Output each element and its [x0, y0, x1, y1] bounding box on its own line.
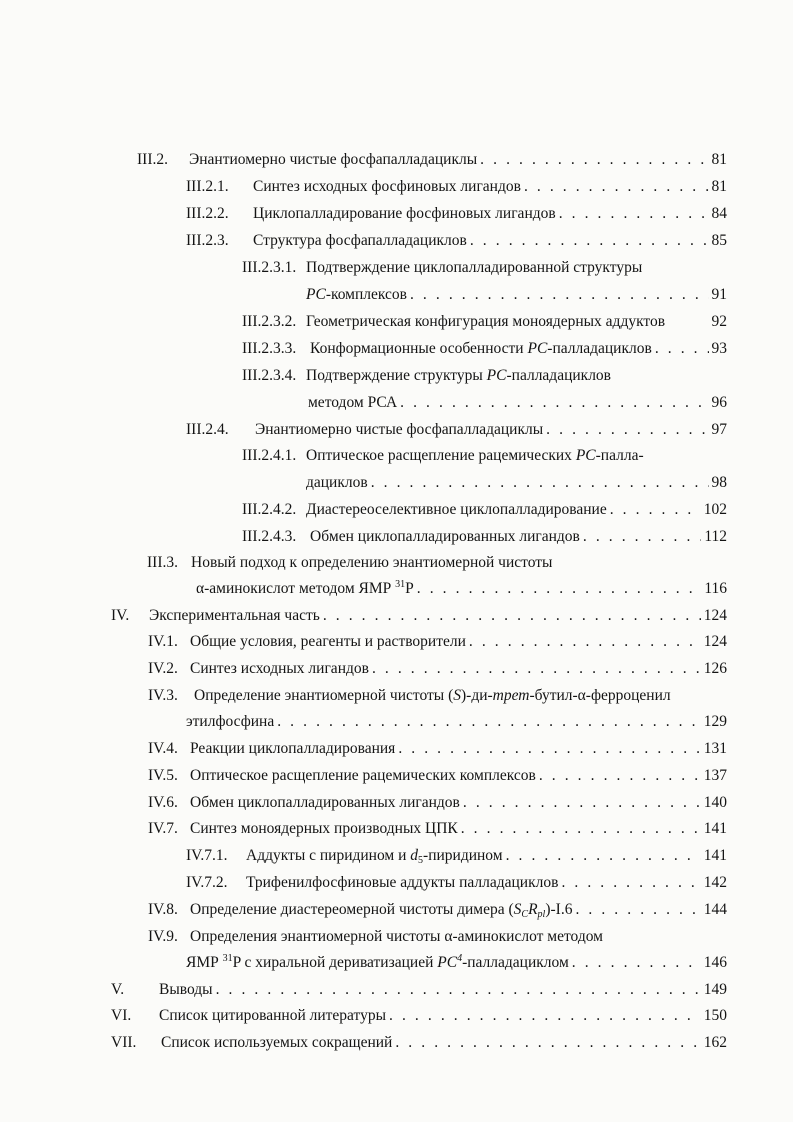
toc-title-text: -палла- [595, 447, 644, 464]
toc-title-italic: d [410, 847, 419, 864]
toc-page-number: 146 [703, 954, 727, 971]
toc-title: Энантиомерно чистые фосфапалладациклы [255, 421, 544, 438]
toc-number: III.2.3.2. [242, 313, 297, 330]
toc-page-number: 91 [711, 286, 727, 303]
toc-title-text: )-ди- [461, 687, 493, 704]
toc-title: Циклопалладирование фосфиновых лигандов [253, 205, 556, 222]
toc-entry [306, 473, 727, 493]
toc-number: III.2. [137, 151, 168, 168]
toc-leader [524, 177, 709, 197]
toc-title-text: -пиридином [423, 847, 503, 864]
toc-title-text: Определение диастереомерной чистоты димера ( [190, 901, 514, 918]
toc-number: III.2.3. [186, 232, 229, 249]
toc-page-number: 124 [703, 633, 727, 650]
toc-page-number: 81 [711, 178, 727, 195]
toc-entry [186, 953, 727, 973]
toc-title-italic: PC [437, 954, 458, 971]
toc-number: IV.7.1. [186, 847, 228, 864]
toc-page-number: 97 [711, 421, 727, 438]
toc-number: III.2.4.1. [242, 447, 297, 464]
toc-number: V. [111, 981, 125, 998]
toc-page-number: 112 [704, 528, 727, 545]
toc-entry [148, 739, 727, 759]
toc-number: III.2.2. [186, 205, 229, 222]
toc-entry-first-line [242, 446, 644, 466]
toc-title: Диастереоселективное циклопалладирование [306, 501, 607, 518]
toc-title-text: )-I.6 [545, 901, 573, 918]
toc-title-italic: S [453, 687, 461, 704]
toc-page-number: 141 [703, 847, 727, 864]
toc-number: IV.9. [148, 928, 178, 945]
toc-subscript: pl [537, 909, 546, 920]
toc-page-number: 126 [703, 660, 727, 677]
toc-title: Список цитированной литературы [159, 1007, 387, 1024]
toc-entry-first-line [147, 553, 552, 573]
toc-title: Новый подход к определению энантиомерной чистоты [191, 554, 553, 571]
toc-number: IV.7. [148, 820, 178, 837]
toc-page-number: 96 [711, 394, 727, 411]
toc-leader [389, 1006, 701, 1026]
toc-title: Обмен циклопалладированных лигандов [190, 794, 460, 811]
toc-leader [655, 339, 709, 359]
toc-title-italic: PC [486, 367, 507, 384]
toc-entry [148, 819, 727, 839]
toc-leader [546, 420, 708, 440]
toc-number: IV. [111, 607, 130, 624]
toc-number: IV.4. [148, 740, 178, 757]
toc-entry [148, 632, 727, 652]
toc-leader [410, 285, 709, 305]
toc-entry [242, 339, 727, 359]
toc-page-number: 129 [703, 713, 727, 730]
toc-entry [186, 204, 727, 224]
toc-entry [186, 177, 727, 197]
toc-title-continuation: этилфосфина [186, 713, 275, 730]
toc-number: III.2.1. [186, 178, 229, 195]
toc-title-text: -палладациклов [547, 340, 652, 357]
toc-superscript: 31 [395, 579, 406, 590]
toc-title: Общие условия, реагенты и растворители [190, 633, 466, 650]
toc-title-continuation [306, 285, 407, 305]
toc-leader [277, 712, 701, 732]
toc-page-number: 150 [703, 1007, 727, 1024]
toc-page-number: 162 [703, 1034, 727, 1051]
toc-title: Трифенилфосфиновые аддукты палладациклов [246, 874, 559, 891]
toc-entry-first-line [148, 686, 671, 706]
toc-entry-first-line [242, 258, 642, 278]
toc-page-number: 137 [703, 767, 727, 784]
toc-title-continuation [186, 953, 569, 973]
toc-title: Экспериментальная часть [149, 607, 320, 624]
toc-title [310, 339, 652, 359]
toc-entry [111, 606, 727, 626]
toc-entry [242, 500, 727, 520]
toc-page-number: 85 [711, 232, 727, 249]
toc-page-number: 93 [711, 340, 727, 357]
toc-title-text: P с хиральной дериватизацией [232, 954, 434, 971]
toc-title: Подтверждение циклопалладированной структуры [306, 259, 643, 276]
toc-page-number: 142 [703, 874, 727, 891]
toc-title-continuation: дациклов [306, 474, 368, 491]
toc-entry [306, 285, 727, 305]
toc-leader [583, 527, 701, 547]
toc-entry [186, 712, 727, 732]
toc-leader [372, 659, 701, 679]
toc-title: Список используемых сокращений [161, 1034, 393, 1051]
toc-title [190, 900, 572, 920]
toc-title-text: -бутил-α-ферроценил [529, 687, 671, 704]
toc-entry [186, 846, 727, 866]
toc-entry [148, 793, 727, 813]
toc-title: Определения энантиомерной чистоты α-аминокислот методом [190, 928, 603, 945]
toc-leader [323, 606, 701, 626]
toc-title-text: Определение энантиомерной чистоты ( [194, 687, 454, 704]
toc-title-text: -комплексов [325, 286, 407, 303]
toc-superscript: 31 [222, 953, 233, 964]
toc-leader [575, 900, 700, 920]
toc-title-text: α-аминокислот методом ЯМР [196, 580, 392, 597]
toc-entry [186, 420, 727, 440]
toc-entry [196, 579, 727, 599]
toc-leader [480, 150, 708, 170]
toc-number: III.2.3.1. [242, 259, 297, 276]
toc-subscript: C [521, 909, 529, 920]
toc-number: IV.8. [148, 901, 178, 918]
toc-title [246, 846, 503, 866]
toc-number: IV.2. [148, 660, 178, 677]
toc-page-number: 116 [704, 580, 727, 597]
toc-number: III.3. [147, 554, 178, 571]
toc-title: Реакции циклопалладирования [190, 740, 396, 757]
toc-entry [111, 1033, 727, 1053]
toc-page-number: 149 [703, 981, 727, 998]
toc-leader [469, 632, 701, 652]
toc-number: IV.5. [148, 767, 178, 784]
toc-entry [186, 231, 727, 251]
toc-leader [572, 953, 701, 973]
toc-title: Оптическое расщепление рацемических комплексов [190, 767, 536, 784]
toc-number: IV.1. [148, 633, 178, 650]
toc-page-number: 92 [711, 313, 727, 330]
toc-entry [242, 312, 727, 332]
toc-title-italic: PC [306, 286, 326, 303]
toc-number: III.2.3.4. [242, 367, 297, 384]
toc-title-italic: трет [492, 687, 530, 704]
toc-leader [371, 473, 709, 493]
toc-number: IV.3. [148, 687, 178, 704]
toc-leader [395, 1033, 700, 1053]
toc-title-text: -палладациклов [506, 367, 611, 384]
toc-page-number: 140 [703, 794, 727, 811]
toc-title-italic: S [513, 901, 522, 918]
toc-leader [561, 873, 700, 893]
toc-page-number: 131 [703, 740, 727, 757]
toc-entry [148, 766, 727, 786]
toc-number: III.2.4. [186, 421, 229, 438]
toc-leader [417, 579, 702, 599]
toc-title: Выводы [159, 981, 213, 998]
toc-title-text: Конформационные особенности [310, 340, 524, 357]
toc-number: IV.6. [148, 794, 178, 811]
toc-leader [463, 793, 701, 813]
toc-title-text: -палладациклом [462, 954, 569, 971]
toc-title: Синтез исходных лигандов [190, 660, 369, 677]
toc-number: VII. [111, 1034, 137, 1051]
toc-leader [398, 739, 700, 759]
toc-leader [470, 231, 709, 251]
toc-entry [111, 980, 727, 1000]
toc-entry [186, 873, 727, 893]
toc-title-text: Подтверждение структуры [306, 367, 483, 384]
toc-title-text: Аддукты с пиридином и [246, 847, 407, 864]
toc-title: Обмен циклопалладированных лигандов [310, 528, 580, 545]
toc-leader [400, 393, 708, 413]
toc-title: Геометрическая конфигурация моноядерных аддуктов [306, 313, 666, 330]
toc-number: VI. [111, 1007, 132, 1024]
toc-title-continuation [196, 579, 414, 599]
toc-title: Синтез моноядерных производных ЦПК [190, 820, 458, 837]
toc-title: Синтез исходных фосфиновых лигандов [253, 178, 521, 195]
toc-entry-first-line [242, 366, 611, 386]
toc-number: IV.7.2. [186, 874, 228, 891]
toc-number: III.2.4.2. [242, 501, 297, 518]
toc-page-number: 81 [711, 151, 727, 168]
toc-entry [242, 527, 727, 547]
toc-leader [216, 980, 701, 1000]
toc-subscript: 5 [418, 855, 424, 866]
toc-title-italic: R [528, 901, 538, 918]
toc-entry [148, 659, 727, 679]
toc-page-number: 144 [703, 901, 727, 918]
toc-page-number: 102 [703, 501, 727, 518]
toc-page-number: 98 [711, 474, 727, 491]
toc-title-italic: PC [527, 340, 548, 357]
toc-title-italic: PC [575, 447, 596, 464]
toc-entry [111, 1006, 727, 1026]
toc-leader [559, 204, 709, 224]
toc-entry [148, 900, 727, 920]
toc-page-number: 84 [711, 205, 727, 222]
toc-title-text: P [405, 580, 414, 597]
toc-entry-first-line [148, 927, 603, 947]
toc-entry [308, 393, 727, 413]
toc-number: III.2.4.3. [242, 528, 297, 545]
toc-title-continuation: методом РСА [308, 394, 398, 411]
toc-title: Структура фосфапалладациклов [253, 232, 467, 249]
toc-title-text: ЯМР [186, 954, 219, 971]
toc-title-text: Оптическое расщепление рацемических [306, 447, 572, 464]
toc-leader [461, 819, 701, 839]
toc-leader [539, 766, 701, 786]
toc-number: III.2.3.3. [242, 340, 297, 357]
toc-entry [137, 150, 727, 170]
toc-title: Энантиомерно чистые фосфапалладациклы [189, 151, 478, 168]
toc-superscript: 4 [457, 953, 463, 964]
toc-leader [506, 846, 701, 866]
toc-leader [610, 500, 701, 520]
toc-page-number: 141 [703, 820, 727, 837]
toc-page-number: 124 [703, 607, 727, 624]
